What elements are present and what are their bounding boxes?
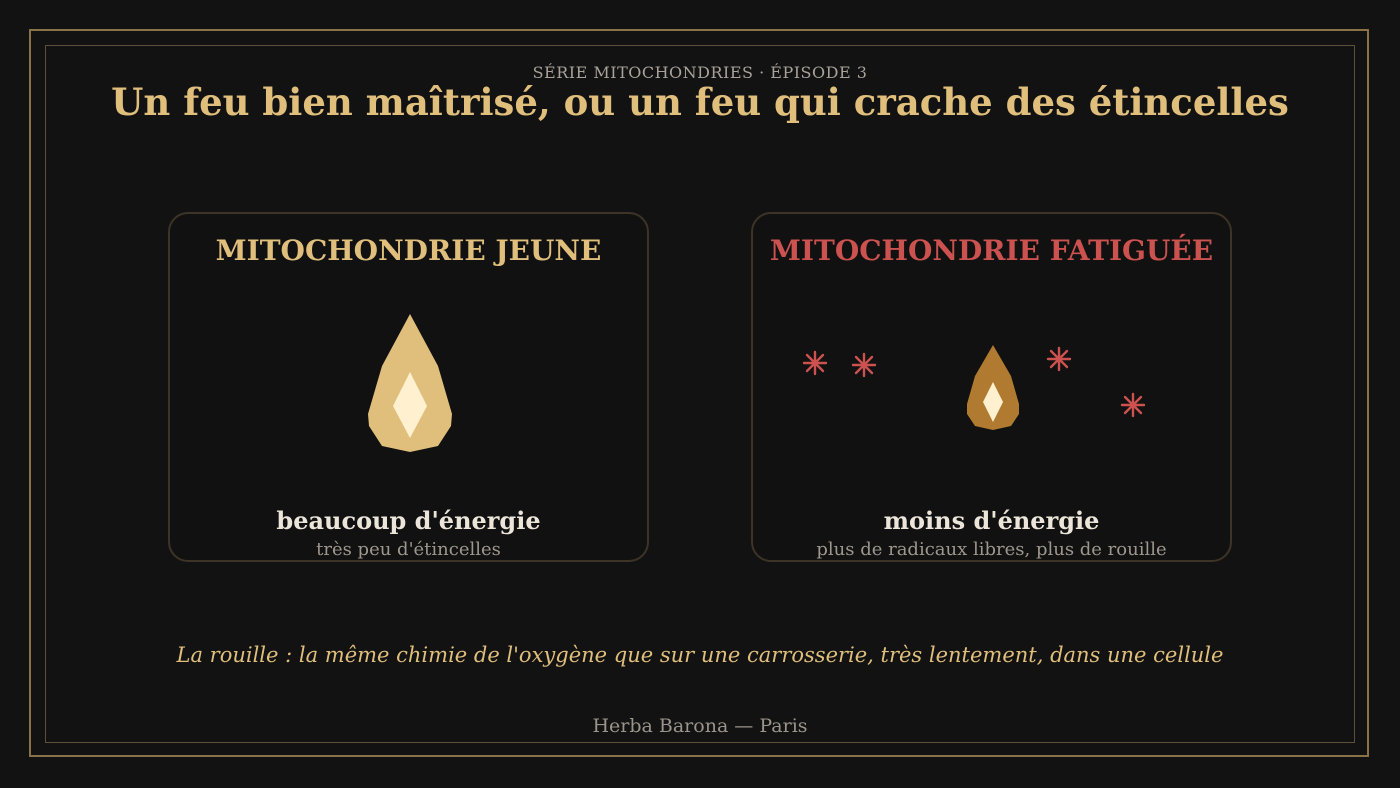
spark-icon bbox=[1122, 394, 1144, 416]
card-sparks-label: plus de radicaux libres, plus de rouille bbox=[816, 539, 1167, 560]
flame-icon bbox=[368, 314, 452, 452]
card-title: MITOCHONDRIE FATIGUÉE bbox=[769, 234, 1214, 267]
spark-icon bbox=[1048, 348, 1070, 370]
spark-icon bbox=[804, 352, 826, 374]
footer-credit: Herba Barona — Paris bbox=[592, 715, 808, 737]
card-energy-label: moins d'énergie bbox=[883, 506, 1100, 535]
card-sparks-label: très peu d'étincelles bbox=[316, 539, 501, 560]
series-label: SÉRIE MITOCHONDRIES · ÉPISODE 3 bbox=[532, 63, 868, 82]
flame-icon bbox=[967, 345, 1019, 430]
card-young-mitochondria bbox=[168, 212, 649, 562]
card-energy-label: beaucoup d'énergie bbox=[276, 506, 541, 535]
page-title: Un feu bien maîtrisé, ou un feu qui crache des étincelles bbox=[111, 80, 1289, 124]
card-title: MITOCHONDRIE JEUNE bbox=[215, 234, 602, 267]
rust-caption: La rouille : la même chimie de l'oxygène que sur une carrosserie, très lentement, dans une cellule bbox=[176, 643, 1224, 667]
card-tired-mitochondria bbox=[751, 212, 1232, 562]
spark-icon bbox=[853, 354, 875, 376]
